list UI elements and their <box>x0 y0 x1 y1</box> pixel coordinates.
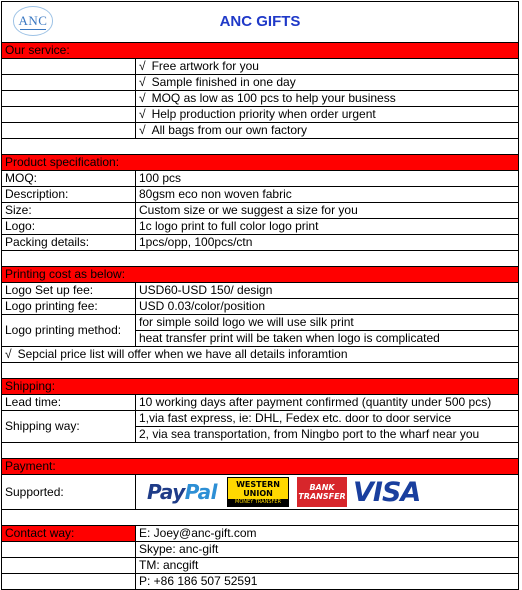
section-heading-shipping: Shipping: <box>2 379 519 395</box>
printing-method-value: heat transfer print will be taken when logo is complicated <box>136 331 519 347</box>
service-item: √ All bags from our own factory <box>136 123 519 139</box>
spec-label: Packing details: <box>2 235 136 251</box>
section-heading-spec: Product specification: <box>2 155 519 171</box>
section-heading-printing: Printing cost as below: <box>2 267 519 283</box>
shipping-way-label: Shipping way: <box>2 411 136 443</box>
section-heading-contact: Contact way: <box>2 526 136 542</box>
spec-value: 100 pcs <box>136 171 519 187</box>
contact-tm: TM: ancgift <box>136 558 519 574</box>
printing-fee-label: Logo printing fee: <box>2 299 136 315</box>
spec-label: Description: <box>2 187 136 203</box>
page-title: ANC GIFTS <box>219 13 301 30</box>
spec-row <box>2 235 519 251</box>
spec-label: Logo: <box>2 219 136 235</box>
lead-time-label: Lead time: <box>2 395 136 411</box>
service-item: √ Sample finished in one day <box>136 75 519 91</box>
visa-logo: VISA <box>353 476 421 508</box>
lead-time-value: 10 working days after payment confirmed (quantity under 500 pcs) <box>136 395 519 411</box>
service-item: √ Help production priority when order urgent <box>136 107 519 123</box>
payment-logos <box>139 475 515 509</box>
spec-label: MOQ: <box>2 171 136 187</box>
shipping-way-value: 1,via fast express, ie: DHL, Fedex etc. door to door service <box>136 411 519 427</box>
section-heading-service: Our service: <box>2 43 519 59</box>
service-item: √ Free artwork for you <box>136 59 519 75</box>
spec-row <box>2 219 519 235</box>
spec-row <box>2 171 519 187</box>
printing-method-label: Logo printing method: <box>2 315 136 347</box>
bank-transfer-logo: BANK TRANSFER <box>297 477 347 507</box>
paypal-logo: PayPal <box>147 479 218 504</box>
setup-fee-value: USD60-USD 150/ design <box>136 283 519 299</box>
price-sheet <box>1 1 518 588</box>
header-row <box>2 2 519 43</box>
spec-value: 80gsm eco non woven fabric <box>136 187 519 203</box>
spec-label: Size: <box>2 203 136 219</box>
service-item: √ MOQ as low as 100 pcs to help your business <box>136 91 519 107</box>
setup-fee-label: Logo Set up fee: <box>2 283 136 299</box>
spec-value: 1pcs/opp, 100pcs/ctn <box>136 235 519 251</box>
special-price-note: √ Sepcial price list will offer when we have all details inforamtion <box>2 347 519 363</box>
spec-row <box>2 187 519 203</box>
contact-email: E: Joey@anc-gift.com <box>136 526 519 542</box>
contact-phone: P: +86 186 507 52591 <box>136 574 519 590</box>
printing-fee-value: USD 0.03/color/position <box>136 299 519 315</box>
western-union-logo: WESTERN UNION MONEY TRANSFER <box>227 477 289 507</box>
spec-value: Custom size or we suggest a size for you <box>136 203 519 219</box>
printing-method-value: for simple soild logo we will use silk print <box>136 315 519 331</box>
shipping-way-value: 2, via sea transportation, from Ningbo port to the wharf near you <box>136 427 519 443</box>
spec-value: 1c logo print to full color logo print <box>136 219 519 235</box>
payment-label: Supported: <box>2 475 136 510</box>
section-heading-payment: Payment: <box>2 459 519 475</box>
spec-row <box>2 203 519 219</box>
contact-skype: Skype: anc-gift <box>136 542 519 558</box>
info-table <box>1 1 519 590</box>
logo-text: ANC <box>18 13 48 28</box>
